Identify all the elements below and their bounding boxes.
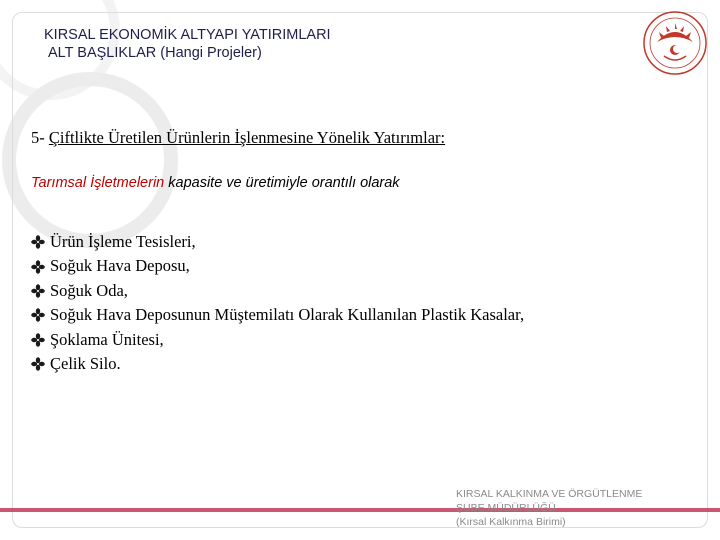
investment-list — [31, 230, 524, 376]
diamond-bullet-icon — [31, 333, 45, 347]
section-heading-text: Çiftlikte Üretilen Ürünlerin İşlenmesine Yönelik Yatırımlar: — [48, 128, 446, 147]
list-item-label: Soğuk Hava Deposu, — [50, 256, 190, 276]
list-item-label: Ürün İşleme Tesisleri, — [50, 232, 196, 251]
footer-line3: (Kırsal Kalkınma Birimi) — [456, 516, 566, 528]
diamond-bullet-icon — [31, 284, 45, 298]
list-item — [31, 352, 524, 376]
list-item — [31, 230, 524, 254]
diamond-bullet-icon — [31, 357, 45, 371]
subline-highlight: Tarımsal İşletmelerin — [31, 175, 165, 191]
slide-title — [44, 26, 331, 62]
list-item-label: Çelik Silo. — [50, 353, 121, 373]
list-item — [31, 328, 524, 352]
diamond-bullet-icon — [31, 260, 45, 274]
subline-rest: kapasite ve üretimiyle orantılı olarak — [164, 175, 400, 191]
slide-title-line1: KIRSAL EKONOMİK ALTYAPI YATIRIMLARI — [44, 27, 331, 43]
list-item — [31, 279, 524, 303]
ministry-emblem-icon — [640, 8, 710, 78]
list-item — [31, 254, 524, 278]
list-item-label: Şoklama Ünitesi, — [50, 329, 164, 349]
subline — [31, 175, 400, 191]
footer-org — [456, 487, 642, 529]
diamond-bullet-icon — [31, 235, 45, 249]
list-item — [31, 303, 524, 327]
section-heading-prefix: 5- — [31, 128, 49, 147]
footer-line2: ŞUBE MÜDÜRLÜĞÜ — [456, 502, 556, 514]
section-heading — [31, 128, 445, 148]
list-item-label: Soğuk Oda, — [50, 280, 128, 300]
list-item-label: Soğuk Hava Deposunun Müştemilatı Olarak Kullanılan Plastik Kasalar, — [50, 305, 525, 325]
slide-title-line2: ALT BAŞLIKLAR (Hangi Projeler) — [48, 45, 262, 61]
footer-line1: KIRSAL KALKINMA VE ÖRGÜTLENME — [456, 488, 643, 500]
diamond-bullet-icon — [31, 308, 45, 322]
